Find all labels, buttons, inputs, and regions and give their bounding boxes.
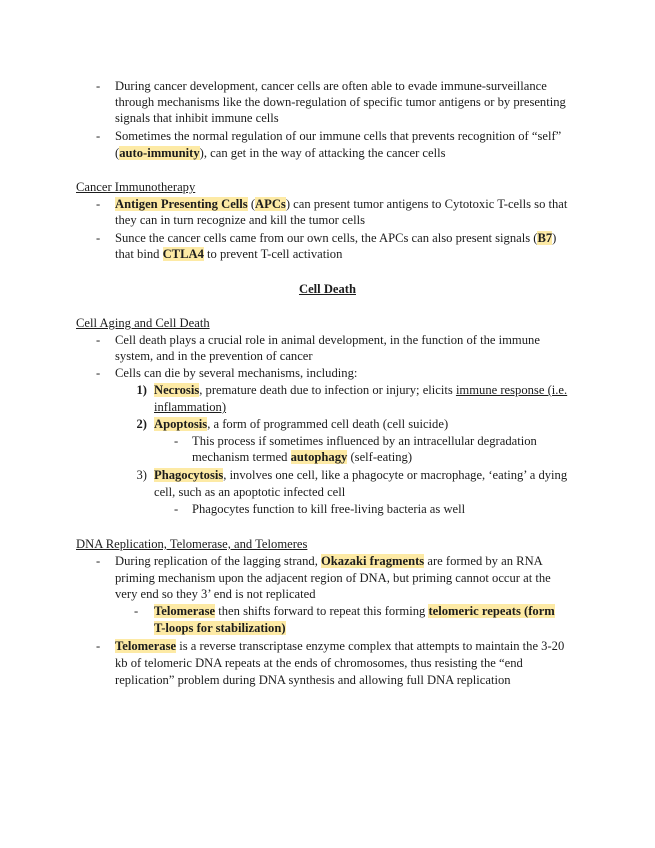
intro-b1-line2: through mechanisms like the down-regulation of specific tumor antigens or by presenting [115,95,566,109]
text-fragment: mechanism termed [192,450,291,464]
ci-b2-line1 [115,230,556,247]
necrosis-line1 [154,382,567,399]
bullet-dash: - [134,604,139,618]
text-fragment: ) can present tumor antigens to Cytotoxic T-cells so that [285,197,568,211]
highlight-telomerase: Telomerase [115,639,177,653]
text-fragment: , involves one cell, like a phagocyte or macrophage, ‘eating’ a dying [223,468,568,482]
highlight-auto-immunity: auto-immunity [119,146,200,160]
phagocytosis-sub-line1: Phagocytes function to kill free-living bacteria as well [192,502,466,516]
text-fragment: then shifts forward to repeat this forming [215,604,429,618]
intro-b1-line3: signals that inhibit immune cells [115,111,279,125]
text-fragment: ( [247,197,256,211]
section-heading-dna-replication: DNA Replication, Telomerase, and Telomeres [76,537,308,551]
dna-sub-line2 [154,620,286,637]
dna-b1-line3: very end so they 3’ end is not replicated [115,587,316,601]
section-heading-cell-aging: Cell Aging and Cell Death [76,316,210,330]
intro-b2-line1: Sometimes the normal regulation of our immune cells that prevents recognition of “self” [115,129,562,143]
ci-b2-line2 [115,246,342,263]
highlight-b7: B7 [537,231,553,245]
intro-b1-line1: During cancer development, cancer cells are often able to evade immune-surveillance [115,79,547,93]
highlight-phagocytosis: Phagocytosis [154,468,224,482]
text-fragment: ( [115,146,120,160]
section-heading-cancer-immunotherapy: Cancer Immunotherapy [76,180,196,194]
bullet-dash: - [96,129,101,143]
dna-b1-line2: priming mechanism upon the adjacent region of DNA, but priming cannot occur at the [115,571,551,585]
highlight-telomerase: Telomerase [154,604,216,618]
highlight-okazaki: Okazaki fragments [321,554,425,568]
bullet-dash: - [174,502,179,516]
list-number: 3) [136,468,147,482]
ca-b1-line1: Cell death plays a crucial role in animal development, in the function of the immune [115,333,540,347]
text-fragment: Sunce the cancer cells came from our own cells, the APCs can also present signals ( [115,231,538,245]
text-fragment: During replication of the lagging strand, [115,554,321,568]
bullet-dash: - [96,333,101,347]
dna-b2-line3: replication” problem during DNA synthesis and allowing full DNA replication [115,673,511,687]
bullet-dash: - [174,434,179,448]
phagocytosis-line1 [154,467,567,484]
bullet-dash: - [96,554,101,568]
dna-b2-line1 [115,638,564,655]
dna-sub-line1 [154,603,555,620]
dna-b2-line2: kb of telomeric DNA repeats at the ends of chromosomes, thus resisting the “end [115,656,523,670]
apoptosis-sub-line2 [192,449,412,466]
ci-b1-line1 [115,196,567,213]
text-fragment: , premature death due to infection or injury; elicits [199,383,456,397]
bullet-dash: - [96,79,101,93]
dna-b1-line1 [115,553,543,570]
text-fragment: ), can get in the way of attacking the cancer cells [199,146,446,160]
text-fragment: , a form of programmed cell death (cell suicide) [207,417,449,431]
bullet-dash: - [96,231,101,245]
text-fragment: that bind [115,247,163,261]
text-fragment: to prevent T-cell activation [203,247,343,261]
underlined-text: immune response (i.e. [455,383,568,397]
ca-b1-line2: system, and in the prevention of cancer [115,349,313,363]
list-number: 1) [136,383,147,397]
apoptosis-line1 [154,416,448,433]
apoptosis-sub-line1: This process if sometimes influenced by an intracellular degradation [192,434,537,448]
page-title-cell-death: Cell Death [298,282,356,296]
highlight-apoptosis: Apoptosis [154,417,208,431]
text-fragment: (self-eating) [347,450,413,464]
highlight-ctla4: CTLA4 [162,247,204,261]
necrosis-line2: inflammation) [154,400,227,414]
list-number: 2) [136,417,147,431]
highlight-apc: Antigen Presenting Cells [115,197,248,211]
highlight-autophagy: autophagy [290,450,348,464]
bullet-dash: - [96,366,101,380]
text-fragment: ) [552,231,557,245]
phagocytosis-line2: cell, such as an apoptotic infected cell [154,485,346,499]
highlight-apcs: APCs [255,197,286,211]
intro-b2-line2 [115,145,445,162]
highlight-necrosis: Necrosis [154,383,200,397]
bullet-dash: - [96,639,101,653]
highlight-telomeric-repeats: telomeric repeats (form [428,604,555,618]
ca-b2-line1: Cells can die by several mechanisms, including: [115,366,358,380]
text-fragment: is a reverse transcriptase enzyme complex that attempts to maintain the 3-20 [176,639,565,653]
text-fragment: are formed by an RNA [424,554,543,568]
bullet-dash: - [96,197,101,211]
ci-b1-line2: they can in turn recognize and kill the tumor cells [115,213,366,227]
highlight-t-loops: T-loops for stabilization) [154,621,286,635]
